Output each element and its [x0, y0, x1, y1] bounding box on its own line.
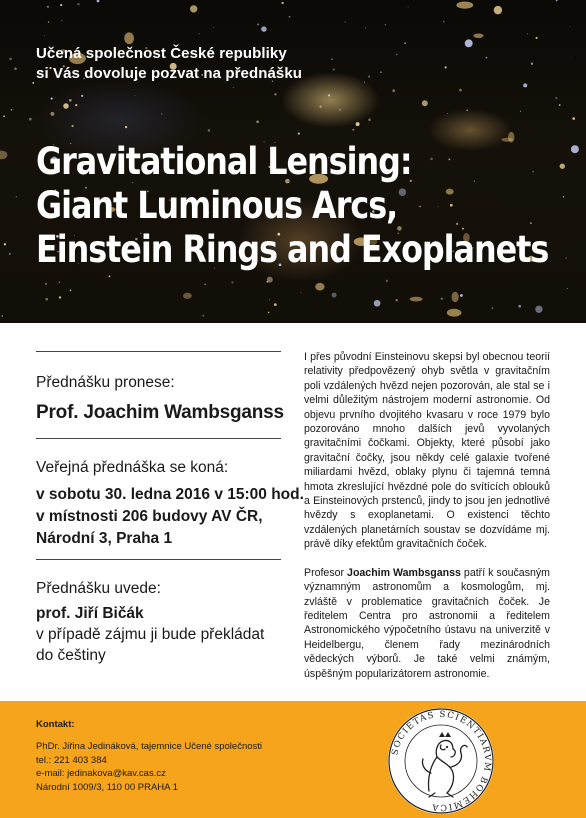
title-line-1: Gravitational Lensing:	[36, 140, 412, 183]
star-glow	[523, 83, 527, 87]
invitation-line-1: Učená společnost České republiky	[36, 45, 287, 62]
star-glow	[569, 26, 570, 27]
star-glow	[61, 20, 62, 21]
star-glow	[494, 6, 502, 14]
speaker-label: Přednášku pronese:	[36, 374, 175, 391]
galaxy-blob	[473, 34, 483, 39]
star-glow	[16, 196, 17, 197]
galaxy-blob	[183, 293, 192, 299]
star-glow	[4, 243, 6, 245]
star-glow	[486, 57, 488, 59]
star-glow	[48, 21, 49, 22]
star-glow	[97, 0, 100, 2]
star-glow	[289, 16, 291, 18]
header-space-photo	[0, 0, 586, 323]
intro-block	[36, 603, 264, 666]
galaxy-blob	[447, 309, 462, 317]
contact-footer	[0, 701, 586, 818]
star-glow	[108, 275, 110, 277]
star-glow	[518, 305, 521, 308]
seal-lettering: SOCIETAS SCIENTIARVM BOHEMICA	[390, 709, 493, 813]
star-glow	[396, 299, 398, 301]
star-glow	[365, 27, 366, 28]
star-glow	[460, 294, 463, 297]
star-glow	[268, 312, 270, 314]
star-glow	[60, 4, 62, 6]
star-glow	[567, 288, 568, 289]
star-glow	[202, 315, 204, 317]
star-glow	[380, 71, 382, 73]
star-glow	[14, 67, 17, 70]
star-glow	[536, 37, 538, 39]
star-glow	[527, 33, 528, 34]
star-glow	[447, 113, 448, 114]
star-glow	[563, 196, 564, 197]
star-glow	[492, 307, 494, 309]
star-glow	[204, 284, 205, 285]
star-glow	[531, 63, 533, 65]
star-glow	[396, 54, 398, 56]
invitation-text	[36, 44, 302, 84]
star-glow	[520, 111, 521, 112]
star-glow	[208, 129, 211, 132]
star-glow	[300, 292, 301, 293]
intro-note-line-1: v případě zájmu ji bude překládat	[36, 626, 265, 643]
star-glow	[256, 120, 259, 123]
contact-address: Národní 1009/3, 110 00 PRAHA 1	[36, 781, 178, 793]
star-glow	[555, 97, 557, 99]
star-glow	[459, 89, 462, 92]
star-glow	[333, 69, 335, 71]
star-glow	[77, 3, 80, 6]
star-glow	[404, 42, 406, 44]
divider-2	[36, 438, 281, 439]
contact-heading: Kontakt:	[36, 719, 75, 730]
star-glow	[368, 118, 371, 121]
star-glow	[134, 95, 135, 96]
contact-person: PhDr. Jiřina Jedináková, tajemnice Učené společnosti	[36, 741, 263, 752]
star-glow	[45, 298, 48, 301]
star-glow	[213, 27, 214, 28]
star-glow	[559, 104, 561, 106]
star-glow	[535, 306, 542, 313]
contact-phone: tel.: 221 403 384	[36, 754, 107, 766]
lecture-title	[36, 140, 548, 272]
title-line-2: Giant Luminous Arcs,	[36, 184, 398, 227]
star-glow	[190, 5, 197, 12]
star-glow	[328, 94, 330, 96]
star-glow	[231, 281, 233, 283]
star-glow	[75, 104, 77, 106]
star-glow	[572, 117, 575, 120]
star-glow	[45, 283, 47, 285]
star-glow	[70, 290, 72, 292]
galaxy-blob	[410, 297, 423, 302]
star-glow	[565, 257, 566, 258]
star-glow	[408, 6, 409, 7]
society-seal-logo	[385, 707, 497, 815]
star-glow	[29, 118, 32, 121]
contact-details	[36, 740, 262, 794]
star-glow	[44, 35, 45, 36]
star-glow	[356, 122, 360, 126]
star-glow	[556, 0, 557, 1]
galaxy-blob	[452, 292, 459, 302]
star-glow	[386, 280, 388, 282]
venue-date: v sobotu 30. ledna 2016 v 15:00 hod.	[36, 486, 304, 503]
star-glow	[368, 76, 370, 78]
star-glow	[125, 126, 127, 128]
venue-address: Národní 3, Praha 1	[36, 530, 173, 547]
star-glow	[465, 39, 473, 47]
star-glow	[441, 297, 444, 300]
contact-email: e-mail: jedinakova@kav.cas.cz	[36, 768, 166, 779]
description-paragraph-2	[304, 566, 550, 681]
star-glow	[571, 57, 572, 58]
star-glow	[298, 132, 300, 134]
description-paragraph-1: I přes původní Einsteinovu skepsi byl obecnou teorií relativity předpovězený ohyb světla v gravitačním poli vzdálených hvězd nejen pozorován, ale stal se i velmi důležitým nástrojem moderní astronomie. Od objevu prvního dvojitého kvasaru v roce 1979 bylo pozorováno mnoho dalších jevů vyvolaných gravitačními čočkami. Objekty, které působí jako gravitační čočky, jsou někdy celé galaxie tvořené miliardami hvězd, oblaky plynu či tajemná temná hmota zkreslující hvězdné pole do svítících oblouků a Einsteinových prstenců, jindy to jsou jen jednotlivé hvězdy s exoplanetami. O existenci těchto vzdálených planetárních soustav se dozvídáme mj. právě díky efektům gravitačních čoček.	[304, 351, 550, 551]
star-glow	[560, 164, 565, 169]
galaxy-blob	[315, 283, 324, 291]
star-glow	[445, 66, 447, 68]
star-glow	[261, 26, 267, 32]
public-lecture-label: Veřejná přednáška se koná:	[36, 459, 229, 476]
star-glow	[69, 99, 72, 102]
star-glow	[274, 93, 276, 95]
star-glow	[392, 89, 395, 92]
star-glow	[81, 95, 83, 97]
venue-details	[36, 484, 304, 550]
star-glow	[331, 59, 332, 60]
venue-room: v místnosti 206 budovy AV ČR,	[36, 508, 263, 525]
star-glow	[3, 115, 5, 117]
star-glow	[257, 23, 259, 25]
star-glow	[385, 24, 386, 25]
star-glow	[59, 281, 61, 283]
star-glow	[422, 100, 428, 106]
star-glow	[233, 87, 234, 88]
star-glow	[11, 109, 13, 111]
star-glow	[63, 103, 69, 109]
star-glow	[274, 303, 277, 306]
para2-body: patří k současným významným astronomům a kosmologům, mj. zvláště v problematice gravitačních čoček. Je ředitelem Centra pro astronomii a ředitelem Astronomického výpočetního ústavu na univerzitě v Heidelbergu, členem řady mezinárodních vědeckých výborů. Je také velmi známým, úspěšným popularizátorem astronomie.	[304, 566, 551, 680]
star-glow	[352, 129, 354, 131]
star-glow	[571, 145, 579, 153]
galaxy-blob	[0, 151, 7, 160]
star-glow	[199, 33, 200, 34]
star-glow	[332, 293, 337, 298]
invitation-line-2: si Vás dovoluje pozvat na přednášku	[36, 65, 303, 82]
star-glow	[71, 125, 73, 127]
intro-name: prof. Jiří Bičák	[36, 605, 144, 622]
para2-speaker-name: Joachim Wambsganss	[347, 566, 461, 579]
star-glow	[2, 315, 3, 316]
star-glow	[364, 82, 365, 83]
intro-note-line-2: do češtiny	[36, 647, 106, 664]
star-glow	[443, 21, 444, 22]
intro-label: Přednášku uvede:	[36, 580, 161, 597]
star-glow	[32, 82, 34, 84]
star-glow	[269, 299, 270, 300]
speaker-name: Prof. Joachim Wambsganss	[36, 402, 284, 423]
star-glow	[50, 112, 54, 116]
star-glow	[9, 58, 12, 61]
lecture-description	[304, 350, 550, 695]
title-line-3: Einstein Rings and Exoplanets	[36, 228, 549, 271]
galaxy-blob	[456, 2, 473, 9]
para2-intro: Profesor	[304, 566, 348, 579]
star-glow	[59, 296, 61, 298]
galaxy-blob	[124, 32, 134, 44]
star-glow	[374, 300, 381, 307]
star-glow	[161, 113, 162, 114]
star-glow	[466, 110, 467, 111]
star-glow	[281, 2, 283, 4]
star-glow	[345, 21, 346, 22]
star-glow	[51, 98, 53, 100]
star-glow	[339, 109, 341, 111]
divider-1	[36, 351, 281, 352]
star-glow	[9, 253, 11, 255]
divider-3	[36, 559, 281, 560]
star-glow	[267, 277, 273, 283]
star-glow	[47, 6, 49, 8]
star-glow	[319, 106, 321, 108]
